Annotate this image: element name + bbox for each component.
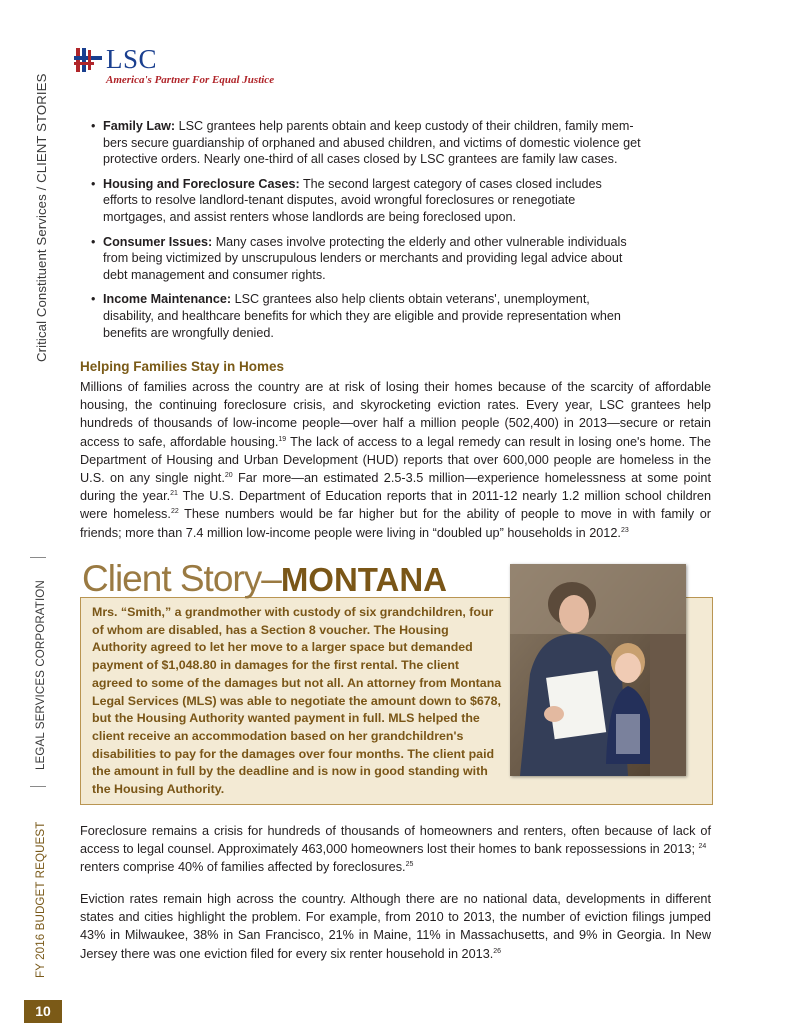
paragraph-text: Eviction rates remain high across the country. Although there are no national data, developments in different states and cities highlight the problem. For example, from 2010 to 2013, the number of eviction filings jumped 43% in Milwaukee, 38% in San Francisco, 21% in Maine, 11% in Massachusetts, and 9% in Georgia. In New Jersey there was one eviction filed for every six renter household in 2013.: [80, 892, 711, 961]
page-number: 10: [24, 1000, 62, 1023]
bullet-text: The second largest category of cases closed includes: [302, 176, 602, 191]
logo-name: LSC: [106, 44, 158, 74]
list-item: [91, 118, 691, 168]
story-title-state: MONTANA: [280, 561, 448, 598]
bullet-text: mortgages, and assist renters whose landlords are being foreclosed upon.: [103, 209, 517, 224]
story-title-light: Client Story: [82, 558, 262, 599]
sidebar-divider: [30, 786, 46, 787]
list-item: [91, 176, 691, 226]
bullet-text: LSC grantees also help clients obtain veterans', unemployment,: [234, 292, 590, 307]
bullet-text: protective orders. Nearly one-third of all cases closed by LSC grantees are family law cases.: [103, 152, 618, 167]
bullet-text: Many cases involve protecting the elderly and other vulnerable individuals: [215, 234, 627, 249]
client-story-title: [82, 558, 447, 600]
footnote-ref: 21: [170, 489, 178, 497]
footnote-ref: 19: [278, 435, 287, 443]
bullet-text: benefits are wrongfully denied.: [103, 325, 274, 340]
bullet-label: Family Law:: [103, 119, 176, 133]
body-paragraph: [80, 890, 711, 963]
footnote-ref: 25: [405, 861, 414, 869]
footnote-ref: 26: [493, 947, 502, 955]
body-paragraph: [80, 378, 711, 542]
bullet-text: bers secure guardianship of orphaned and abused children, and victims of domestic violence get: [103, 135, 641, 150]
paragraph-text: Foreclosure remains a crisis for hundreds of thousands of homeowners and renters, often because of lack of access to legal counsel. Approximately 463,000 homeowners lost their homes to bank repossessions in 2013;: [80, 824, 711, 857]
bullet-text: disability, and healthcare benefits for which they are eligible and provide representation when: [103, 308, 621, 323]
story-title-dash: –: [261, 558, 281, 599]
bullet-text: LSC grantees help parents obtain and keep custody of their children, family mem-: [178, 119, 634, 133]
section-heading: Helping Families Stay in Homes: [80, 359, 285, 374]
paragraph-text: Far more—an estimated 2.5-3.5 million—experience homelessness at some point during the year.: [80, 471, 711, 504]
client-photo: [510, 564, 686, 776]
sidebar-document-title: FY 2016 BUDGET REQUEST: [34, 821, 47, 978]
client-story-text: Mrs. “Smith,” a grandmother with custody of six grandchildren, four of whom are disabled, has a Section 8 voucher. The Housing Authority agreed to let her move to a larger space but demanded payment of $1,048.80 in damages for the first rental. The client agreed to some of the damages but not all. An attorney from Montana Legal Services (MLS) was able to negotiate the amount down to $678, but the Housing Authority wanted payment in full. MLS helped the client receive an accommodation based on her grandchildren's disabilities to pay for the damages over four months. The client paid the amount in full by the deadline and is now in good standing with the Housing Authority.: [92, 605, 502, 797]
sidebar-section-title: Critical Constituent Services / CLIENT STORIES: [34, 73, 49, 362]
footnote-ref: 23: [620, 526, 629, 534]
paragraph-text: Millions of families across the country are at risk of losing their homes because of the scarcity of affordable housing, the continuing foreclosure crisis, and skyrocketing eviction rates. Every year, LSC grantees help hundreds of thousands of low-income people—over half a million people (502,400) in 2013—secure or retain access to safe, affordable housing.: [80, 380, 711, 449]
footnote-ref: 20: [224, 471, 233, 479]
client-photo-image: [510, 564, 686, 776]
paragraph-text: The lack of access to a legal remedy can result in losing one's home. The Department of Housing and Urban Development (HUD) reports that over 600,000 people are homeless in the U.S. on any single night.: [80, 434, 711, 486]
list-item: [91, 234, 691, 284]
lsc-logo: [74, 46, 274, 96]
paragraph-text: The U.S. Department of Education reports that in 2011-12 nearly 1.2 million school children were homeless.: [80, 489, 711, 522]
paragraph-text: These numbers would be far higher but for the ability of people to move in with family or friends; more than 7.4 million low-income people were living in “doubled up” households in 2012.: [80, 507, 711, 540]
bullet-label: Income Maintenance:: [103, 292, 232, 307]
lsc-logo-icon: [74, 46, 102, 74]
footnote-ref: 22: [170, 508, 179, 516]
logo-tagline: America's Partner For Equal Justice: [106, 74, 275, 86]
list-item: [91, 291, 691, 341]
bullet-text: from being victimized by unscrupulous lenders or merchants and providing legal advice about: [103, 251, 623, 266]
case-type-list: [91, 118, 691, 349]
bullet-label: Housing and Foreclosure Cases:: [103, 176, 300, 191]
sidebar-org-name: LEGAL SERVICES CORPORATION: [34, 580, 47, 770]
bullet-label: Consumer Issues:: [103, 234, 213, 249]
body-paragraph: [80, 822, 711, 877]
bullet-text: debt management and consumer rights.: [103, 267, 326, 282]
bullet-text: efforts to resolve landlord-tenant disputes, avoid wrongful foreclosures or renegotiate: [103, 193, 576, 208]
paragraph-text: renters comprise 40% of families affected by foreclosures.: [80, 860, 406, 875]
sidebar-divider: [30, 557, 46, 558]
footnote-ref: 24: [698, 842, 707, 850]
